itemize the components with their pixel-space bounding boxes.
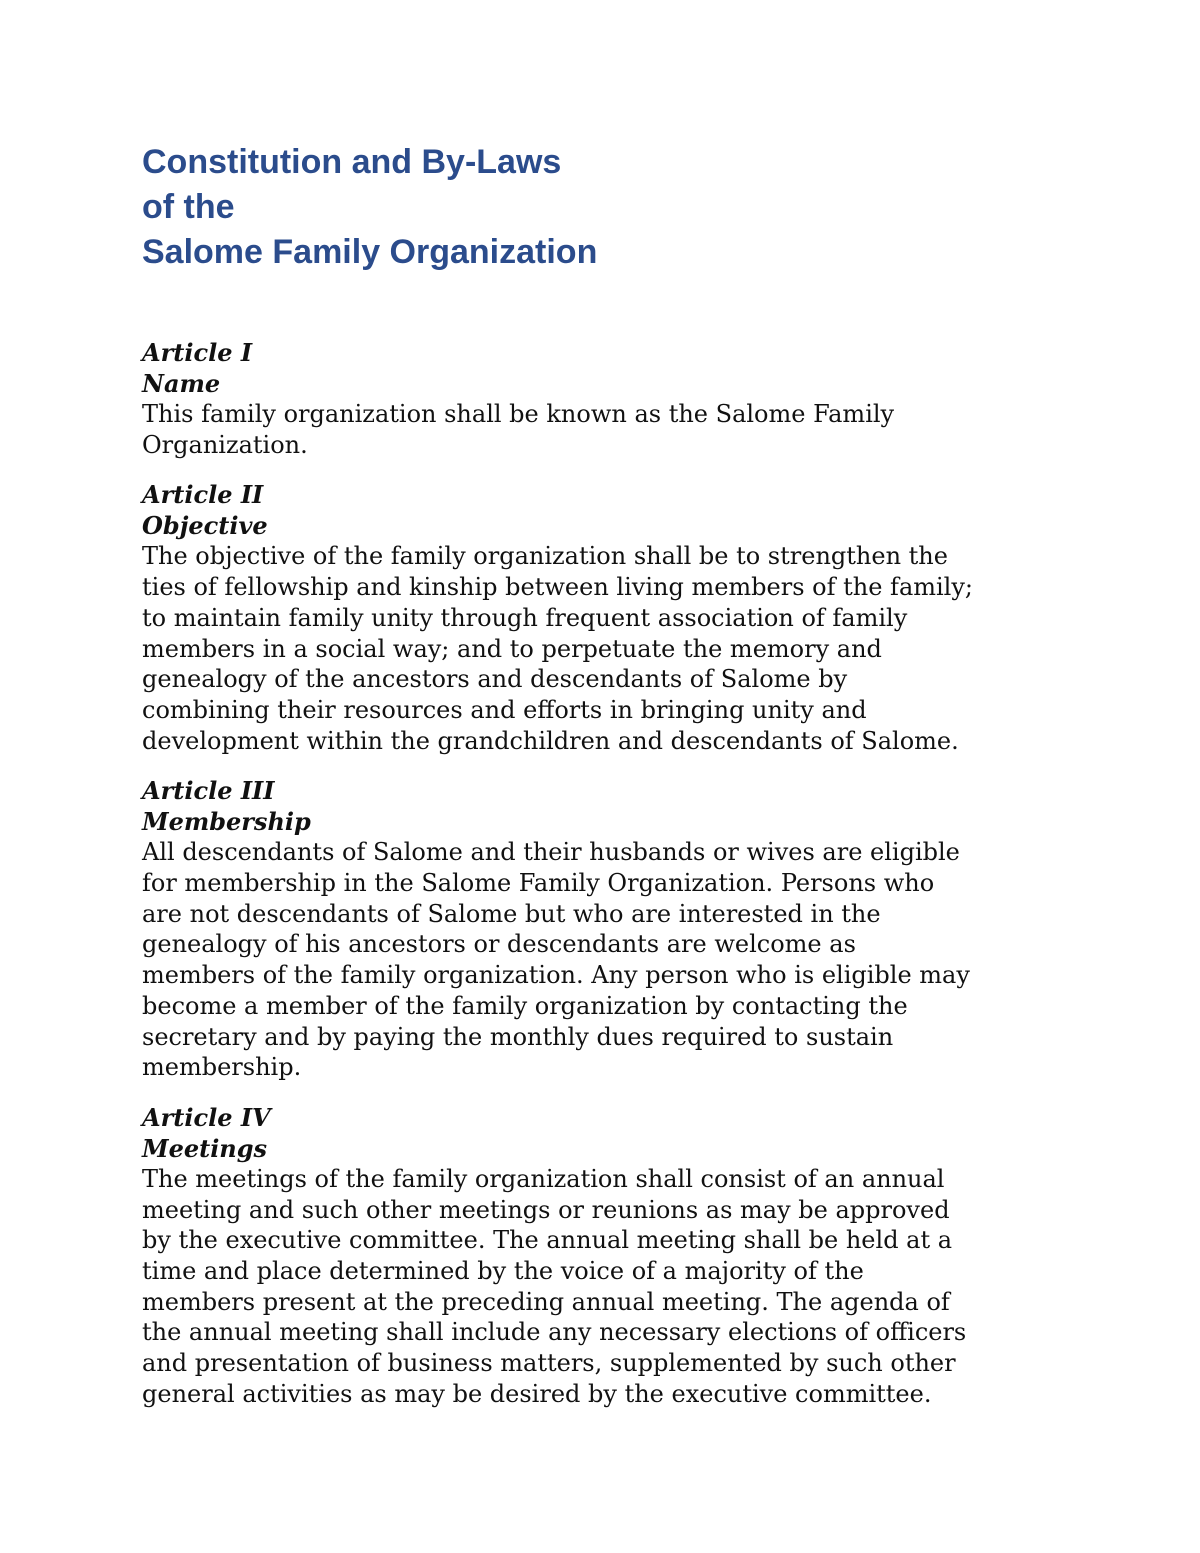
- body-line: combining their resources and efforts in bringing unity and: [142, 695, 867, 724]
- article-number: Article III: [142, 776, 275, 806]
- body-line: members of the family organization. Any person who is eligible may: [142, 961, 970, 990]
- article-heading: Meetings: [142, 1133, 268, 1163]
- body-line: to maintain family unity through frequent association of family: [142, 603, 908, 632]
- article-3: [142, 775, 1092, 1083]
- body-line: The objective of the family organization shall be to strengthen the: [142, 542, 948, 571]
- article-number: Article I: [142, 338, 253, 367]
- body-line: by the executive committee. The annual meeting shall be held at a: [142, 1226, 953, 1255]
- body-line: and presentation of business matters, supplemented by such other: [142, 1349, 956, 1378]
- article-body: [142, 399, 1092, 460]
- body-line: development within the grandchildren and descendants of Salome.: [142, 726, 959, 755]
- body-line: time and place determined by the voice of a majority of the: [142, 1257, 864, 1286]
- title-line-3: Salome Family Organization: [142, 233, 598, 271]
- body-line: are not descendants of Salome but who are interested in the: [142, 899, 881, 928]
- body-line: meeting and such other meetings or reunions as may be approved: [142, 1195, 950, 1224]
- body-line: The meetings of the family organization shall consist of an annual: [142, 1164, 945, 1193]
- body-line: secretary and by paying the monthly dues required to sustain: [142, 1022, 894, 1051]
- body-line: All descendants of Salome and their husbands or wives are eligible: [142, 838, 960, 867]
- article-heading: Objective: [142, 511, 268, 541]
- body-line: genealogy of the ancestors and descendants of Salome by: [142, 665, 848, 694]
- body-line: Organization.: [142, 430, 308, 459]
- body-line: members present at the preceding annual meeting. The agenda of: [142, 1287, 950, 1316]
- body-line: ties of fellowship and kinship between living members of the family;: [142, 573, 973, 602]
- article-body: [142, 1164, 1092, 1410]
- body-line: become a member of the family organization by contacting the: [142, 991, 908, 1020]
- article-4: [142, 1102, 1092, 1410]
- article-number: Article IV: [142, 1102, 271, 1132]
- article-1: [142, 337, 1092, 460]
- body-line: for membership in the Salome Family Organization. Persons who: [142, 869, 935, 898]
- article-heading: Membership: [142, 807, 311, 837]
- article-2: [142, 479, 1092, 756]
- article-body: [142, 837, 1092, 1083]
- body-line: general activities as may be desired by the executive committee.: [142, 1379, 932, 1408]
- body-line: membership.: [142, 1053, 302, 1082]
- article-heading: Name: [142, 369, 221, 398]
- body-line: genealogy of his ancestors or descendants are welcome as: [142, 930, 856, 959]
- body-line: members in a social way; and to perpetuate the memory and: [142, 634, 882, 663]
- article-body: [142, 541, 1092, 756]
- body-line: This family organization shall be known as the Salome Family: [142, 400, 895, 428]
- body-line: the annual meeting shall include any necessary elections of officers: [142, 1318, 967, 1347]
- document-title: [142, 140, 1092, 275]
- article-number: Article II: [142, 480, 264, 510]
- title-line-1: Constitution and By-Laws: [142, 143, 562, 181]
- document-page: [142, 140, 1092, 1429]
- title-line-2: of the: [142, 188, 235, 226]
